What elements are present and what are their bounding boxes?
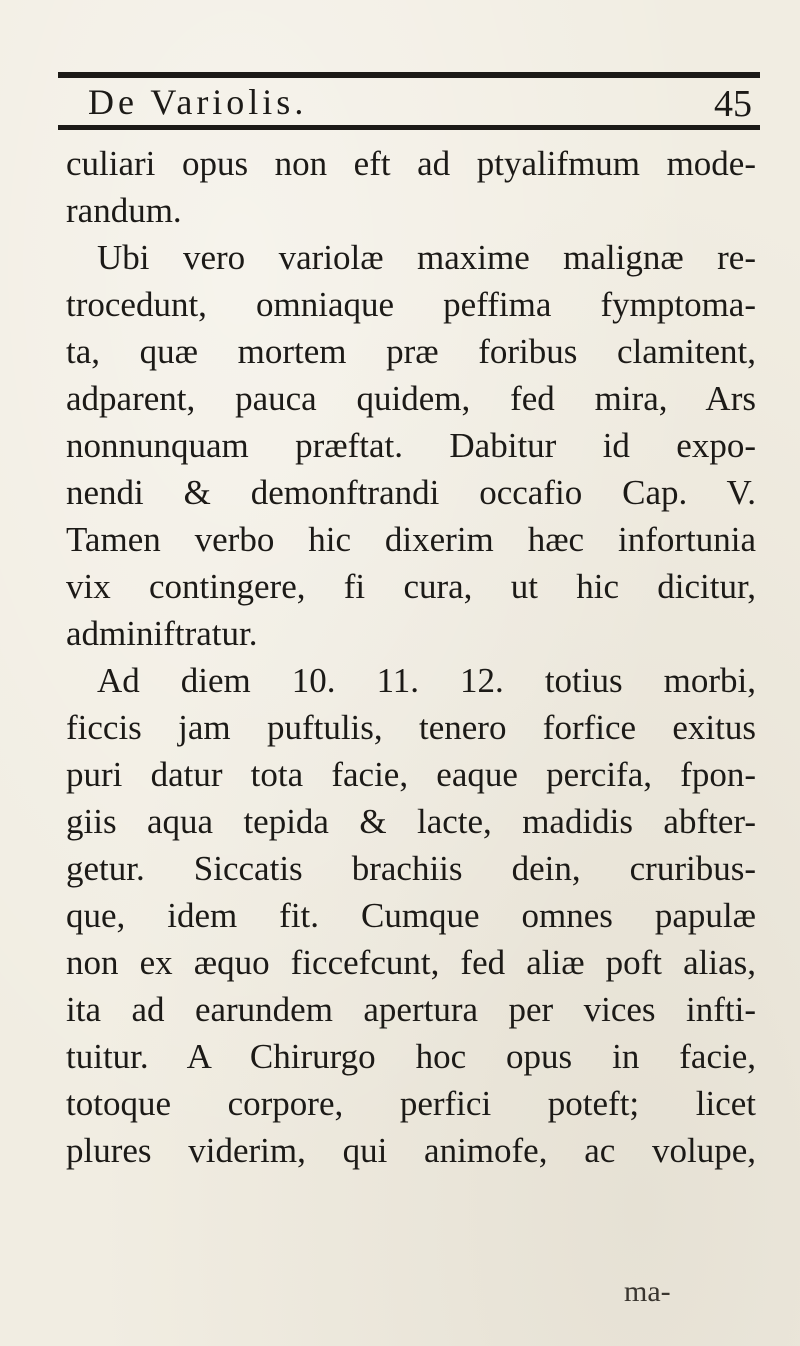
text-line: plures viderim, qui animofe, ac volupe,: [66, 1131, 756, 1170]
text-line: totoque corpore, perfici poteft; licet: [66, 1084, 756, 1123]
body-text: [66, 140, 756, 1174]
text-line: adparent, pauca quidem, fed mira, Ars: [66, 379, 756, 418]
text-line: randum.: [66, 191, 182, 230]
text-line: Ad diem 10. 11. 12. totius morbi,: [97, 661, 756, 700]
text-line: getur. Siccatis brachiis dein, cruribus-: [66, 849, 756, 888]
header-rule-bottom: [58, 125, 760, 130]
text-line: ita ad earundem apertura per vices infti-: [66, 990, 756, 1029]
text-line: Ubi vero variolæ maxime malignæ re-: [97, 238, 756, 277]
text-line: puri datur tota facie, eaque percifa, fpon-: [66, 755, 756, 794]
running-header: [88, 80, 760, 124]
text-line: que, idem fit. Cumque omnes papulæ: [66, 896, 756, 935]
page-number: 45: [714, 83, 752, 125]
text-line: ficcis jam puftulis, tenero forfice exitus: [66, 708, 756, 747]
text-line: nendi & demonftrandi occafio Cap. V.: [66, 473, 756, 512]
text-line: trocedunt, omniaque peffima fymptoma-: [66, 285, 756, 324]
text-line: adminiftratur.: [66, 614, 258, 653]
header-rule-top: [58, 72, 760, 78]
text-line: Tamen verbo hic dixerim hæc infortunia: [66, 520, 756, 559]
text-line: tuitur. A Chirurgo hoc opus in facie,: [66, 1037, 756, 1076]
text-line: vix contingere, fi cura, ut hic dicitur,: [66, 567, 756, 606]
text-line: non ex æquo ficcefcunt, fed aliæ poft alias,: [66, 943, 756, 982]
catchword: ma-: [624, 1275, 671, 1308]
text-line: nonnunquam præftat. Dabitur id expo-: [66, 426, 756, 465]
text-line: ta, quæ mortem præ foribus clamitent,: [66, 332, 756, 371]
running-title: De Variolis.: [88, 82, 308, 122]
text-line: culiari opus non eft ad ptyalifmum mode-: [66, 144, 756, 183]
text-line: giis aqua tepida & lacte, madidis abfter-: [66, 802, 756, 841]
